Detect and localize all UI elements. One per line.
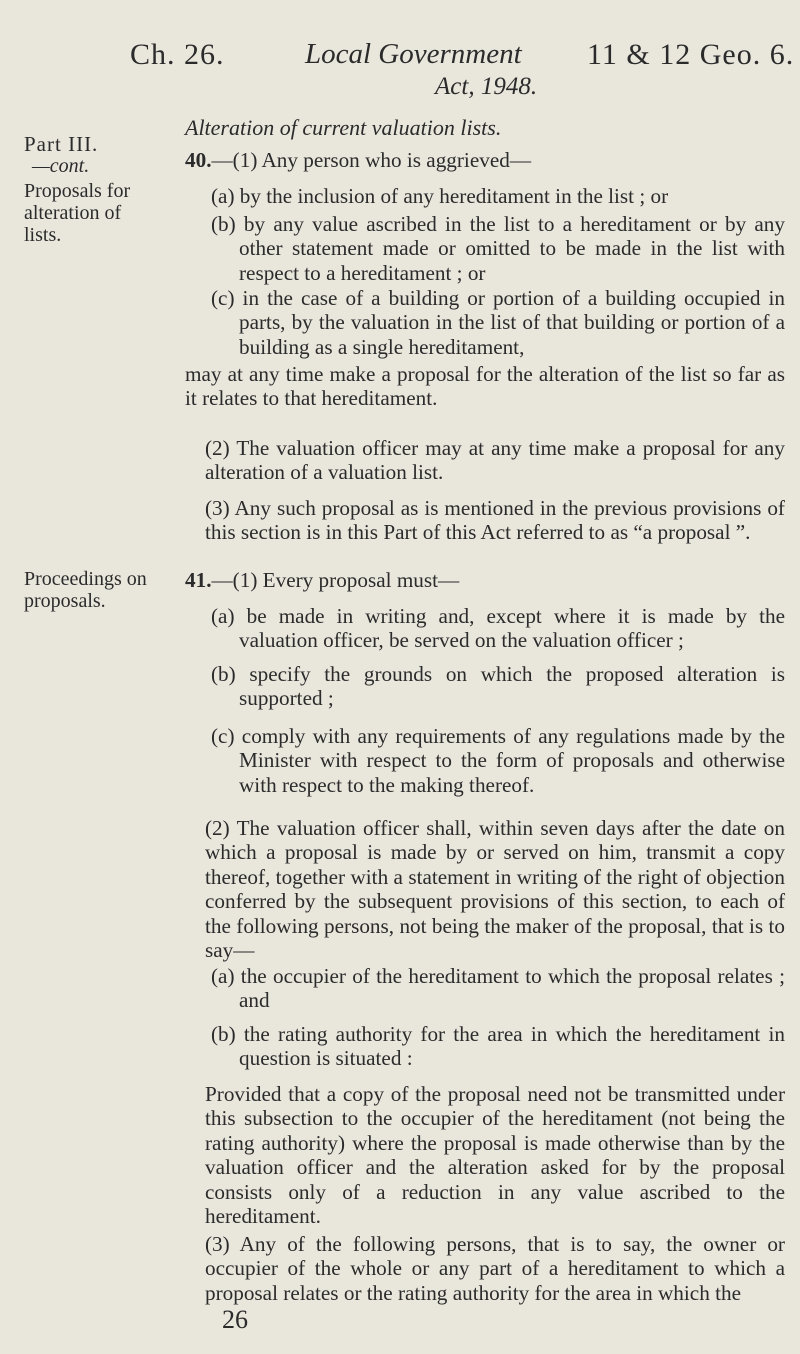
- section-41-para-a: (a) be made in writing and, except where it is made by the valuation officer, be served on the valuation officer ;: [211, 604, 785, 653]
- section-40-heading: Alteration of current valuation lists.: [185, 115, 502, 140]
- regnal-year: 11 & 12 Geo. 6.: [587, 38, 795, 71]
- section-40-intro: —(1) Any person who is aggrieved—: [211, 148, 532, 172]
- chapter-number: Ch. 26.: [130, 38, 225, 71]
- margin-proposals-note: Proposals for alteration of lists.: [24, 180, 131, 246]
- section-40-subsection-1: [185, 148, 785, 172]
- section-40-subsection-2: (2) The valuation officer may at any time make a proposal for any alteration of a valuation list.: [205, 436, 785, 485]
- section-41-subsection-2: (2) The valuation officer shall, within seven days after the date on which a proposal is made by or served on him, transmit a copy thereof, together with a statement in writing of the right of objection conferred by the subsequent provisions of this section, to each of the following persons, not being the maker of the proposal, that is to say—: [205, 816, 785, 963]
- page-number: 26: [222, 1305, 248, 1334]
- section-40-subsection-3: (3) Any such proposal as is mentioned in the previous provisions of this section is in this Part of this Act referred to as “a proposal ”.: [205, 496, 785, 545]
- section-40-para-b: (b) by any value ascribed in the list to a hereditament or by any other statement made or omitted to be made in the list with respect to a hereditament ; or: [211, 212, 785, 285]
- margin-proceedings-note: Proceedings on proposals.: [24, 568, 147, 612]
- section-41-para-c: (c) comply with any requirements of any regulations made by the Minister with respect to the form of proposals and otherwise with respect to the making thereof.: [211, 724, 785, 797]
- section-41-intro: —(1) Every proposal must—: [211, 568, 460, 592]
- act-title: Local Government: [305, 38, 522, 70]
- section-41-proviso: Provided that a copy of the proposal need not be transmitted under this subsection to the occupier of the hereditament (not being the rating authority) where the proposal is made otherwise than by the valuation officer and the alteration asked for by the proposal consists only of a reduction in any value ascribed to the hereditament.: [205, 1082, 785, 1229]
- section-40-para-c: (c) in the case of a building or portion of a building occupied in parts, by the valuation in the list of that building or portion of a building as a single hereditament,: [211, 286, 785, 359]
- section-40-para-a: (a) by the inclusion of any hereditament in the list ; or: [211, 184, 669, 208]
- margin-cont: —cont.: [32, 155, 90, 177]
- section-41-number: 41.: [185, 568, 212, 592]
- section-41-para-b: (b) specify the grounds on which the proposed alteration is supported ;: [211, 662, 785, 711]
- section-40-number: 40.: [185, 148, 212, 172]
- act-year: Act, 1948.: [435, 73, 538, 100]
- section-41-subsection-1: [185, 568, 785, 592]
- section-41-sub2-para-a: (a) the occupier of the hereditament to which the proposal relates ; and: [211, 964, 785, 1013]
- section-40-tail: may at any time make a proposal for the alteration of the list so far as it relates to that hereditament.: [185, 362, 785, 411]
- section-41-sub2-para-b: (b) the rating authority for the area in which the hereditament in question is situated :: [211, 1022, 785, 1071]
- margin-part: Part III.: [24, 132, 99, 156]
- section-41-subsection-3: (3) Any of the following persons, that is to say, the owner or occupier of the whole or any part of a hereditament to which a proposal relates or the rating authority for the area in which the: [205, 1232, 785, 1305]
